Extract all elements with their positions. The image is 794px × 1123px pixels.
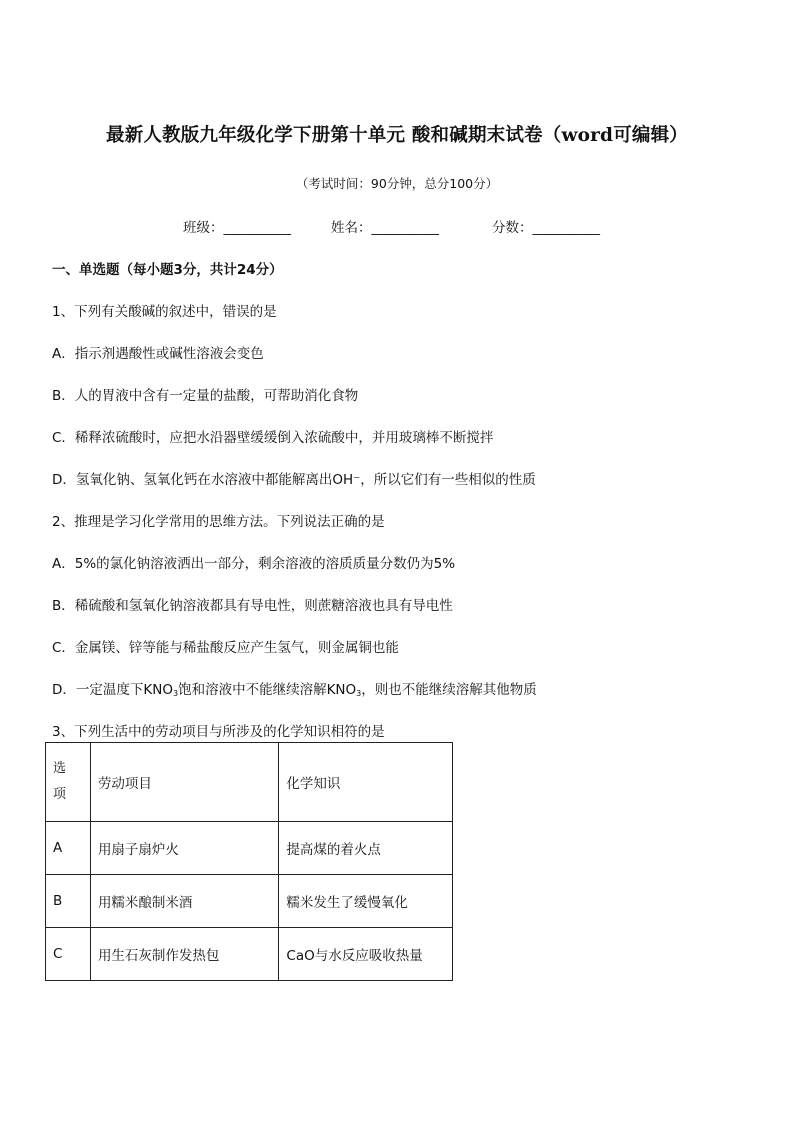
question-3-stem: 3、下列生活中的劳动项目与所涉及的化学知识相符的是	[52, 724, 385, 740]
header-option-line1: 选	[53, 761, 67, 776]
question-1-option-d: D．氢氧化钠、氢氧化钙在水溶液中都能解离出OH⁻，所以它们有一些相似的性质	[52, 472, 536, 488]
header-option	[46, 743, 91, 822]
question-1-option-b: B．人的胃液中含有一定量的盐酸，可帮助消化食物	[52, 388, 359, 404]
subscript-3: 3	[172, 689, 179, 698]
row-project: 用扇子扇炉火	[90, 822, 278, 875]
subscript-3: 3	[356, 689, 362, 698]
name-blank: __________	[371, 220, 439, 236]
row-option: C	[46, 928, 91, 981]
table-row	[46, 822, 453, 875]
exam-title: 最新人教版九年级化学下册第十单元 酸和碱期末试卷（word可编辑）	[106, 125, 688, 146]
row-option: B	[46, 875, 91, 928]
option-d-prefix: D．一定温度下KNO	[52, 682, 173, 698]
class-field	[183, 216, 291, 236]
header-knowledge: 化学知识	[279, 743, 453, 822]
name-field	[331, 216, 439, 236]
table-header-row	[46, 743, 453, 822]
row-knowledge: CaO与水反应吸收热量	[279, 928, 453, 981]
question-2-option-b: B．稀硫酸和氢氧化钠溶液都具有导电性，则蔗糖溶液也具有导电性	[52, 598, 453, 614]
row-knowledge: 糯米发生了缓慢氧化	[279, 875, 453, 928]
option-d-suffix: ，则也不能继续溶解其他物质	[361, 682, 537, 698]
question-2-stem: 2、推理是学习化学常用的思维方法。下列说法正确的是	[52, 514, 385, 530]
class-blank: __________	[223, 220, 291, 236]
row-knowledge: 提高煤的着火点	[279, 822, 453, 875]
question-1-stem: 1、下列有关酸碱的叙述中，错误的是	[52, 304, 277, 320]
question-3-table	[45, 742, 453, 981]
table-row	[46, 875, 453, 928]
question-1-option-c: C．稀释浓硫酸时，应把水沿器壁缓缓倒入浓硫酸中，并用玻璃棒不断搅拌	[52, 430, 494, 446]
option-d-middle: 饱和溶液中不能继续溶解KNO	[178, 682, 357, 698]
score-field	[492, 216, 600, 236]
section-heading: 一、单选题（每小题3分，共计24分）	[52, 262, 283, 278]
row-option: A	[46, 822, 91, 875]
table-row	[46, 928, 453, 981]
name-label: 姓名：	[331, 220, 372, 236]
class-label: 班级：	[183, 220, 224, 236]
score-blank: __________	[532, 220, 600, 236]
row-project: 用糯米酿制米酒	[90, 875, 278, 928]
row-project: 用生石灰制作发热包	[90, 928, 278, 981]
score-label: 分数：	[492, 220, 533, 236]
header-project: 劳动项目	[90, 743, 278, 822]
header-option-line2: 项	[53, 787, 67, 802]
question-2-option-d	[52, 678, 537, 698]
question-2-option-a: A．5%的氯化钠溶液洒出一部分，剩余溶液的溶质质量分数仍为5%	[52, 556, 456, 572]
question-2-option-c: C．金属镁、锌等能与稀盐酸反应产生氢气，则金属铜也能	[52, 640, 399, 656]
question-1-option-a: A．指示剂遇酸性或碱性溶液会变色	[52, 346, 264, 362]
exam-subtitle: （考试时间：90分钟，总分100分）	[295, 176, 499, 191]
